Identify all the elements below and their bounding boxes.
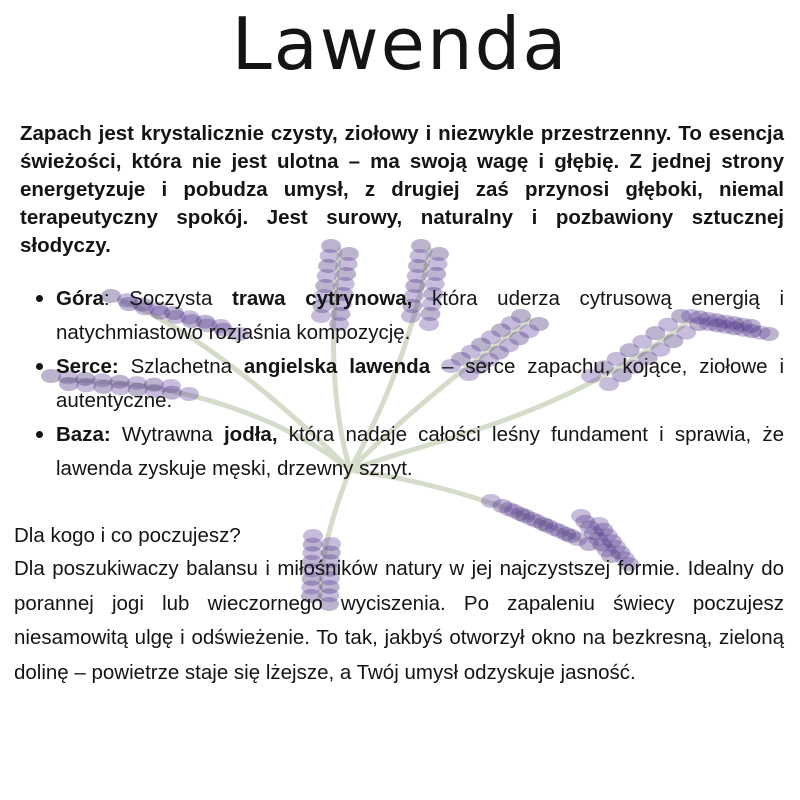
note-ingredient: jodła, <box>223 423 278 446</box>
note-description: która uderza cytrusową energią i natychmiastowo rozjaśnia kompozycję. <box>56 287 784 344</box>
note-ingredient: trawa cytrynowa, <box>232 287 413 310</box>
note-text: Wytrawna <box>110 423 224 446</box>
note-description: – serce zapachu, kojące, ziołowe i autentyczne. <box>56 355 785 412</box>
note-description: która nadaje całości leśny fundament i sprawia, że lawenda zyskuje męski, drzewny sznyt. <box>56 423 784 480</box>
note-label: Baza: <box>56 423 111 446</box>
scent-note-base <box>56 418 784 486</box>
note-label: Serce: <box>56 355 119 378</box>
scent-note-top <box>56 282 784 350</box>
note-ingredient: angielska lawenda <box>243 355 431 378</box>
for-whom-heading: Dla kogo i co poczujesz? <box>14 524 241 547</box>
note-label: Góra <box>56 287 104 310</box>
note-text: Soczysta <box>109 287 233 310</box>
scent-notes-list <box>28 282 784 486</box>
page-title: Lawenda <box>231 2 569 86</box>
note-separator: : <box>103 287 110 310</box>
scent-note-heart <box>56 350 784 418</box>
for-whom-paragraph: Dla poszukiwaczy balansu i miłośników natury w jej najczystszej formie. Idealny do porannej jogi lub wieczornego wyciszenia. Po zapaleniu świecy poczujesz niesamowitą ulgę i odświeżenie. To tak, jakbyś otworzył okno na bezkresną, zieloną dolinę – powietrze staje się lżejsze, a Twój umysł odzyskuje jasność. <box>14 557 784 684</box>
intro-paragraph: Zapach jest krystalicznie czysty, ziołowy i niezwykle przestrzenny. To esencja świeżości, która nie jest ulotna – ma swoją wagę i głębię. Z jednej strony energetyzuje i pobudza umysł, z drugiej zaś przynosi głęboki, niemal terapeutyczny spokój. Jest surowy, naturalny i pozbawiony sztucznej słodyczy. <box>20 122 784 257</box>
note-text: Szlachetna <box>118 355 244 378</box>
